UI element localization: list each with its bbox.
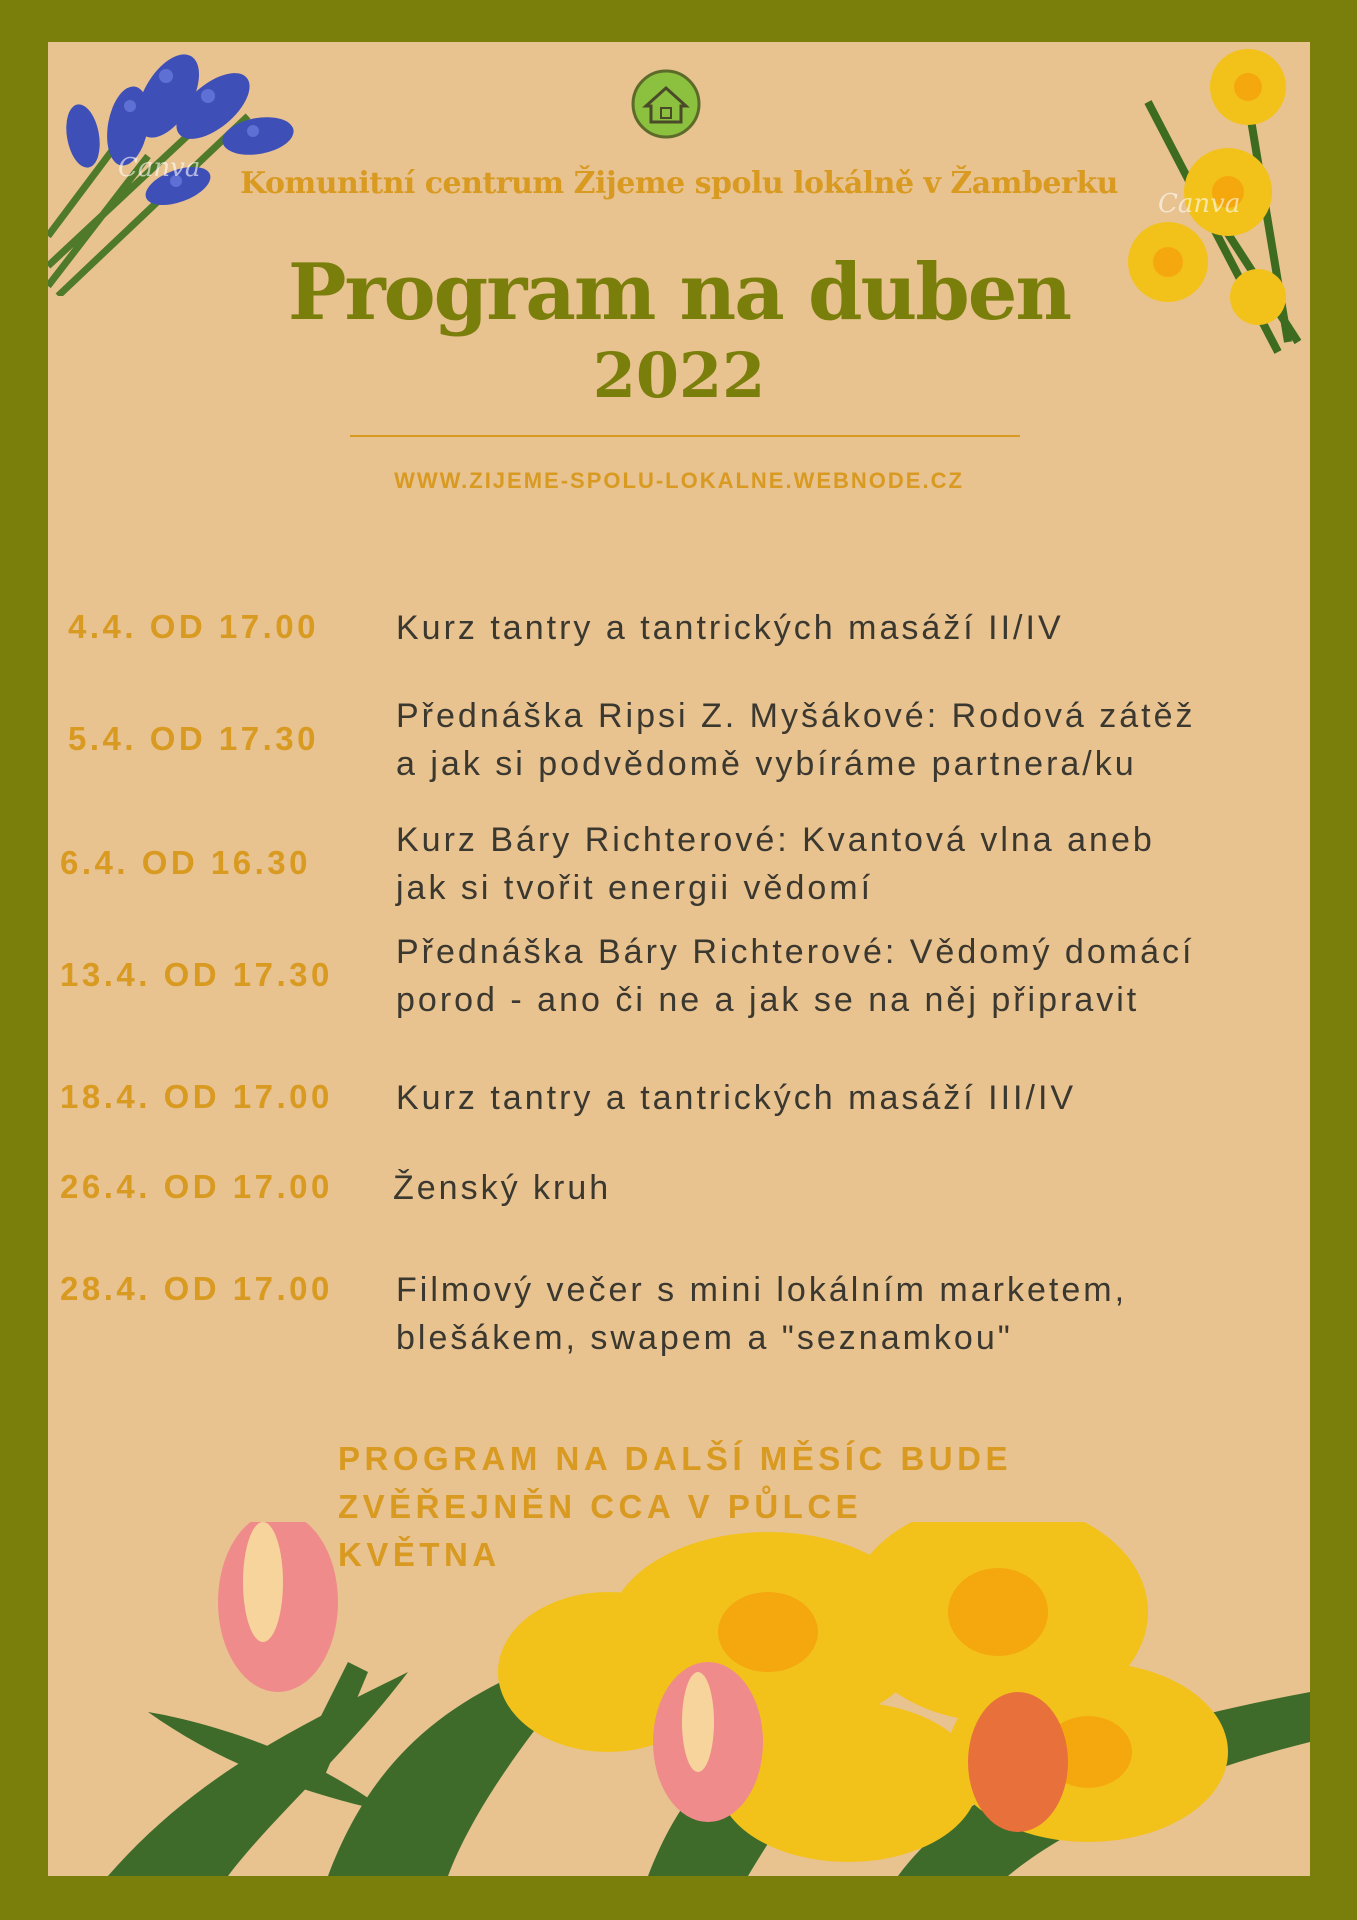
event-description: Filmový večer s mini lokálním marketem, blešákem, swapem a "seznamkou" (396, 1271, 1128, 1357)
event-date: 4.4. OD 17.00 (68, 608, 319, 645)
event-description: Kurz tantry a tantrických masáží III/IV (396, 1079, 1077, 1117)
event-description: Kurz Báry Richterové: Kvantová vlna aneb jak si tvořit energii vědomí (396, 821, 1155, 907)
divider (350, 435, 1020, 437)
event-date: 18.4. OD 17.00 (60, 1078, 333, 1115)
event-date: 5.4. OD 17.30 (68, 720, 319, 757)
event-date: 28.4. OD 17.00 (60, 1270, 333, 1307)
house-logo-icon (630, 68, 702, 140)
event-description: Kurz tantry a tantrických masáží II/IV (396, 609, 1064, 647)
tulips-daffodils-icon (48, 1522, 1310, 1876)
footer-note: PROGRAM NA DALŠÍ MĚSÍC BUDE ZVĚŘEJNĚN CCA V PŮLCE KVĚTNA (338, 1440, 1012, 1573)
event-description: Přednáška Ripsi Z. Myšákové: Rodová zátěž a jak si podvědomě vybíráme partnera/ku (396, 697, 1196, 783)
year: 2022 (592, 339, 766, 412)
svg-text:Canva: Canva (1158, 189, 1241, 219)
website-url: WWW.ZIJEME-SPOLU-LOKALNE.WEBNODE.CZ (394, 468, 964, 493)
event-description: Přednáška Báry Richterové: Vědomý domácí porod - ano či ne a jak se na něj připravit (396, 933, 1195, 1019)
svg-text:Canva: Canva (118, 153, 201, 183)
event-date: 26.4. OD 17.00 (60, 1168, 333, 1205)
event-date: 6.4. OD 16.30 (60, 844, 311, 881)
poster (48, 42, 1310, 1876)
event-description: Ženský kruh (393, 1169, 612, 1207)
organization-name: Komunitní centrum Žijeme spolu lokálně v Žamberku (240, 166, 1118, 201)
event-date: 13.4. OD 17.30 (60, 956, 333, 993)
page-title: Program na duben (287, 247, 1071, 338)
